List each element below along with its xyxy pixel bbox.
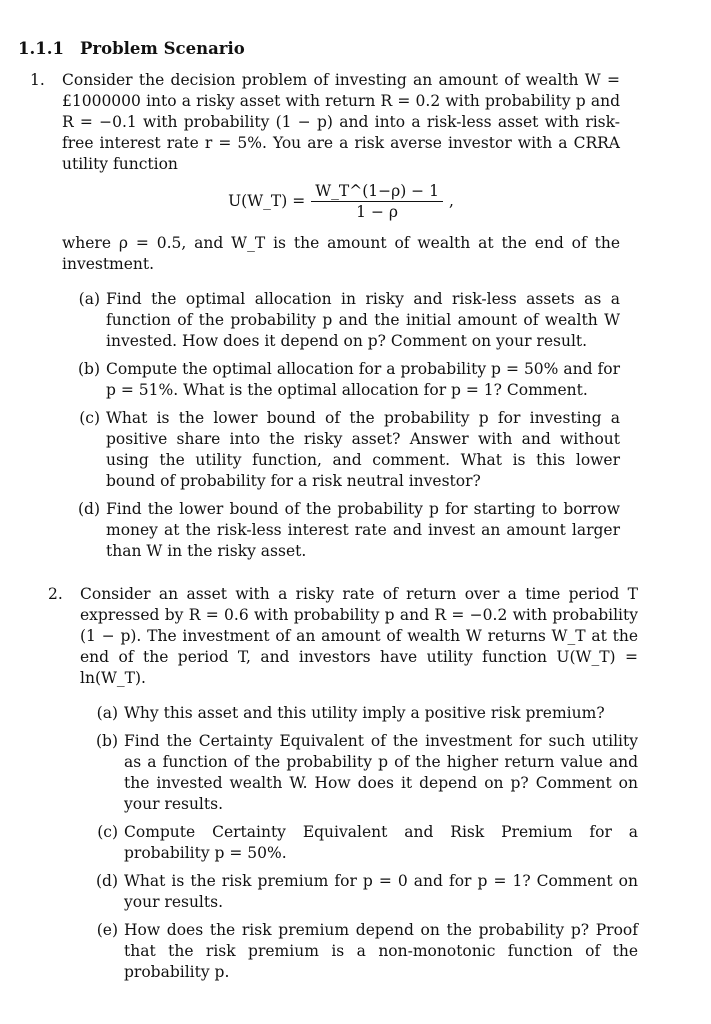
problem-1-parts — [68, 289, 620, 562]
list-item: (e) How does the risk premium depend on the probability p? Proof that the risk premium is a non-monotonic function of the probability p. — [96, 921, 638, 981]
list-item: (d) Find the lower bound of the probability p for starting to borrow money at the risk-less interest rate and invest an amount larger than W in the risky asset. — [77, 500, 620, 560]
problem-1-intro: Consider the decision problem of investing an amount of wealth W = £1000000 into a risky asset with return R = 0.2 with probability p and R = −0.1 with probability (1 − p) and into a risk-less asset with risk-free interest rate r = 5%. You are a risk averse investor with a CRRA utility function — [62, 71, 620, 173]
equation-lhs: U(W_T) = — [228, 192, 306, 210]
list-item: (a) Find the optimal allocation in risky and risk-less assets as a function of the probability p and the initial amount of wealth W invested. How does it depend on p? Comment on your result. — [78, 290, 620, 350]
list-item: (a) Why this asset and this utility imply a positive risk premium? — [96, 704, 605, 722]
problem-1-after: where ρ = 0.5, and W_T is the amount of wealth at the end of the investment. — [62, 234, 620, 273]
section-title: Problem Scenario — [80, 39, 245, 58]
problem-2-parts — [86, 703, 638, 983]
problem-1 — [30, 70, 620, 569]
equation-trail: , — [448, 192, 454, 210]
list-item: (b) Compute the optimal allocation for a probability p = 50% and for p = 51%. What is the optimal allocation for p = 1? Comment. — [77, 360, 620, 399]
list-item: (b) Find the Certainty Equivalent of the investment for such utility as a function of the probability p of the higher return value and the invested wealth W. How does it depend on p? Comment on your results. — [95, 732, 638, 813]
list-item: (d) What is the risk premium for p = 0 and for p = 1? Comment on your results. — [95, 872, 638, 911]
section-heading — [18, 38, 245, 59]
list-item: (c) Compute Certainty Equivalent and Risk Premium for a probability p = 50%. — [97, 823, 638, 862]
equation-denominator: 1 − ρ — [356, 203, 398, 221]
crra-utility-equation — [62, 181, 620, 225]
problem-1-label: 1. — [30, 71, 45, 89]
problem-2-label: 2. — [48, 585, 63, 603]
problem-2-intro: Consider an asset with a risky rate of return over a time period T expressed by R = 0.6 with probability p and R = −0.2 with probability (1 − p). The investment of an amount of wealth W returns W_T at the end of the period T, and investors have utility function U(W_T) = ln(W_T). — [80, 585, 638, 687]
equation-numerator: W_T^(1−ρ) − 1 — [311, 181, 443, 202]
list-item: (c) What is the lower bound of the probability p for investing a positive share into the risky asset? Answer with and without using the utility function, and comment. What is this lower bound of probability for a risk neutral investor? — [79, 409, 620, 490]
section-number: 1.1.1 — [18, 39, 64, 58]
problem-2 — [48, 584, 638, 990]
